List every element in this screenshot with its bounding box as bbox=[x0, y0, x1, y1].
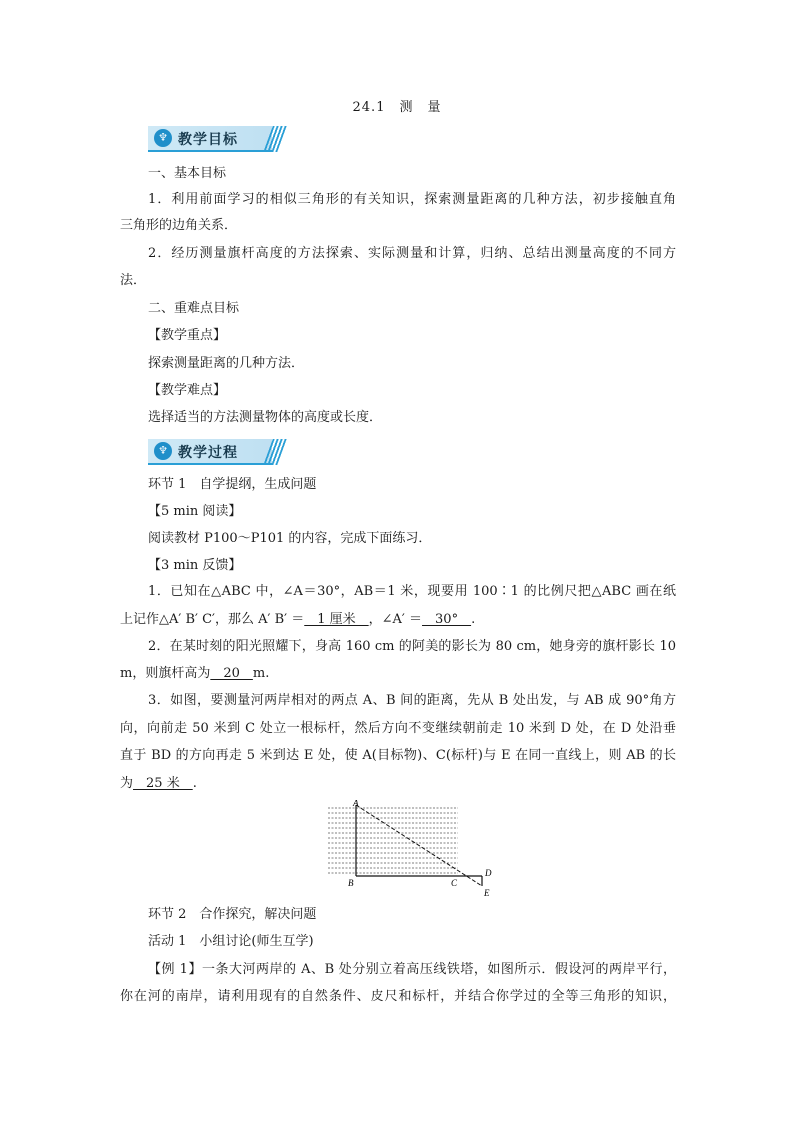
q1-answer-1: 1 厘米 bbox=[304, 612, 369, 627]
example1-line1: 【例 1】一条大河两岸的 A、B 处分别立着高压线铁塔，如图所示．假设河的两岸平行， bbox=[148, 962, 676, 977]
difficulty-text: 选择适当的方法测量物体的高度或长度． bbox=[148, 410, 383, 425]
banner-stripes bbox=[263, 439, 286, 465]
question2-line2 bbox=[120, 665, 676, 683]
section-title-objectives: 教学目标 bbox=[178, 132, 238, 148]
section-banner-process bbox=[148, 439, 272, 465]
question1-line2 bbox=[120, 611, 676, 629]
question1-line1: 1．已知在△ABC 中，∠A＝30°，AB＝1 米，现要用 100∶1 的比例尺把△ABC 画在纸 bbox=[148, 584, 676, 599]
goal2-line1: 2．经历测量旗杆高度的方法探索、实际测量和计算，归纳、总结出测量高度的不同方 bbox=[148, 246, 676, 261]
label-B: B bbox=[348, 878, 354, 888]
banner-stripes bbox=[263, 126, 286, 152]
section-banner-objectives bbox=[148, 126, 272, 152]
river-hatching bbox=[328, 808, 458, 873]
step1-heading: 环节 1 自学提纲，生成问题 bbox=[148, 477, 317, 492]
example1-line2: 你在河的南岸，请利用现有的自然条件、皮尺和标杆，并结合你学过的全等三角形的知识， bbox=[120, 989, 676, 1004]
q3-text-b: . bbox=[192, 776, 197, 791]
q2-text-b: m. bbox=[252, 666, 270, 681]
key-point-text: 探索测量距离的几种方法． bbox=[148, 356, 305, 371]
page-title: 24.1 测 量 bbox=[352, 100, 442, 115]
q1-text-a: 上记作△A′ B′ C′，那么 A′ B′ ＝ bbox=[120, 612, 305, 627]
q2-text-a: m，则旗杆高为 bbox=[120, 666, 211, 681]
label-D: D bbox=[485, 868, 492, 878]
trophy-icon: ♆ bbox=[154, 442, 172, 460]
section-title-process: 教学过程 bbox=[178, 445, 238, 461]
q3-text-a: 为 bbox=[120, 776, 134, 791]
question3-line1: 3．如图，要测量河两岸相对的两点 A、B 间的距离，先从 B 处出发，与 AB 成 90°角方 bbox=[148, 693, 676, 708]
question3-line3: 直于 BD 的方向再走 5 米到达 E 处，使 A(目标物)、C(标杆)与 E 在同一直线上，则 AB 的长 bbox=[120, 748, 676, 763]
goal1-line1: 1．利用前面学习的相似三角形的有关知识，探索测量距离的几种方法，初步接触直角 bbox=[148, 192, 676, 207]
read-text: 阅读教材 P100～P101 的内容，完成下面练习． bbox=[148, 531, 432, 546]
goal1-line2: 三角形的边角关系． bbox=[120, 218, 238, 233]
activity1-heading: 活动 1 小组讨论(师生互学) bbox=[148, 934, 314, 949]
q3-answer: 25 米 bbox=[133, 776, 193, 791]
question3-line2: 向，向前走 50 米到 C 处立一根标杆，然后方向不变继续朝前走 10 米到 D 处，在 D 处沿垂 bbox=[120, 721, 676, 736]
q1-text-b: ，∠A′ ＝ bbox=[368, 612, 423, 627]
key-point-label: 【教学重点】 bbox=[148, 328, 227, 343]
read-label: 【5 min 阅读】 bbox=[148, 504, 242, 519]
label-A: A bbox=[353, 800, 359, 808]
label-C: C bbox=[451, 878, 458, 888]
feedback-label: 【3 min 反馈】 bbox=[148, 558, 242, 573]
label-E: E bbox=[484, 888, 490, 898]
goal2-line2: 法． bbox=[120, 273, 147, 288]
q1-text-c: . bbox=[471, 612, 476, 627]
question3-line4 bbox=[120, 775, 676, 793]
river-measurement-diagram bbox=[320, 800, 500, 900]
q2-answer: 20 bbox=[210, 666, 253, 681]
q1-answer-2: 30° bbox=[422, 612, 472, 627]
segment-AE bbox=[356, 805, 482, 886]
question2-line1: 2．在某时刻的阳光照耀下，身高 160 cm 的阿美的影长为 80 cm，她身旁的旗杆影长 10 bbox=[148, 639, 676, 654]
difficulty-label: 【教学难点】 bbox=[148, 383, 227, 398]
trophy-icon: ♆ bbox=[154, 129, 172, 147]
step2-heading: 环节 2 合作探究，解决问题 bbox=[148, 907, 317, 922]
key-goal-heading: 二、重难点目标 bbox=[148, 301, 240, 316]
basic-goal-heading: 一、基本目标 bbox=[148, 166, 227, 181]
